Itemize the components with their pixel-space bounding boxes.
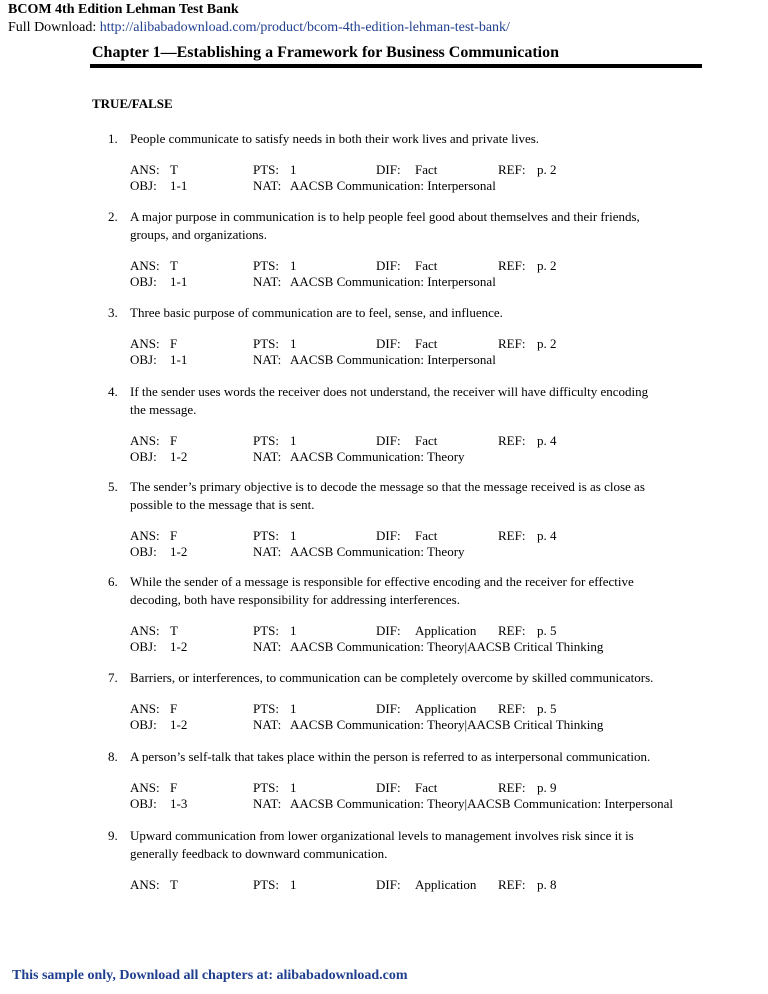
nat-value: AACSB Communication: Theory [290, 449, 465, 464]
question-text-line: The sender’s primary objective is to decode the message so that the message received is as close as [130, 479, 645, 494]
ref-label: REF: [498, 336, 526, 351]
full-download-label: Full Download: [8, 20, 97, 35]
nat-value: AACSB Communication: Theory|AACSB Critical Thinking [290, 717, 604, 732]
question-number: 2. [108, 209, 118, 224]
dif-label: DIF: [376, 258, 401, 273]
ref-label: REF: [498, 877, 526, 892]
ans-value: F [170, 336, 178, 351]
ans-value: T [170, 877, 178, 892]
question-text-line: possible to the message that is sent. [130, 497, 315, 512]
question-text [130, 669, 700, 687]
obj-value: 1-1 [170, 178, 188, 193]
ans-label: ANS: [130, 780, 160, 795]
footer-download-notice[interactable]: This sample only, Download all chapters at: alibabadownload.com [12, 968, 408, 983]
dif-label: DIF: [376, 162, 401, 177]
section-title: TRUE/FALSE [92, 96, 173, 111]
full-download-line [8, 20, 510, 36]
obj-label: OBJ: [130, 639, 157, 654]
dif-value: Fact [415, 336, 438, 351]
question-text-line: Upward communication from lower organizational levels to management involves risk since it is [130, 828, 634, 843]
question-text [130, 304, 700, 322]
ans-value: T [170, 623, 178, 638]
pts-label: PTS: [253, 162, 280, 177]
question-text-line: Barriers, or interferences, to communication can be completely overcome by skilled communicators. [130, 670, 654, 685]
ans-label: ANS: [130, 877, 160, 892]
dif-value: Fact [415, 258, 438, 273]
obj-label: OBJ: [130, 449, 157, 464]
dif-value: Fact [415, 433, 438, 448]
obj-value: 1-2 [170, 449, 188, 464]
dif-label: DIF: [376, 780, 401, 795]
pts-value: 1 [290, 528, 297, 543]
question-text-line: While the sender of a message is responsible for effective encoding and the receiver for effective [130, 574, 634, 589]
question-number: 8. [108, 749, 118, 764]
nat-value: AACSB Communication: Theory [290, 544, 465, 559]
ans-label: ANS: [130, 336, 160, 351]
question-text-line: A person’s self-talk that takes place within the person is referred to as interpersonal communication. [130, 749, 651, 764]
pts-label: PTS: [253, 780, 280, 795]
question-text [130, 748, 700, 766]
chapter-divider [90, 64, 702, 68]
nat-value: AACSB Communication: Theory|AACSB Critical Thinking [290, 639, 604, 654]
ref-value: p. 9 [537, 780, 557, 795]
question-number: 9. [108, 828, 118, 843]
dif-value: Fact [415, 780, 438, 795]
ref-value: p. 5 [537, 623, 557, 638]
pts-label: PTS: [253, 877, 280, 892]
dif-label: DIF: [376, 433, 401, 448]
pts-label: PTS: [253, 258, 280, 273]
obj-value: 1-2 [170, 717, 188, 732]
ref-label: REF: [498, 258, 526, 273]
pts-value: 1 [290, 336, 297, 351]
nat-label: NAT: [253, 639, 282, 654]
ans-value: T [170, 162, 178, 177]
pts-value: 1 [290, 623, 297, 638]
question-number: 6. [108, 574, 118, 589]
nat-value: AACSB Communication: Interpersonal [290, 352, 496, 367]
ref-label: REF: [498, 162, 526, 177]
dif-label: DIF: [376, 336, 401, 351]
ref-value: p. 4 [537, 528, 557, 543]
ref-label: REF: [498, 701, 526, 716]
obj-label: OBJ: [130, 717, 157, 732]
ans-label: ANS: [130, 433, 160, 448]
obj-value: 1-1 [170, 274, 188, 289]
nat-label: NAT: [253, 274, 282, 289]
ref-value: p. 2 [537, 162, 557, 177]
pts-value: 1 [290, 258, 297, 273]
document-header-title: BCOM 4th Edition Lehman Test Bank [8, 2, 239, 17]
ans-label: ANS: [130, 528, 160, 543]
pts-label: PTS: [253, 528, 280, 543]
question-text [130, 383, 700, 419]
question-text-line: Three basic purpose of communication are to feel, sense, and influence. [130, 305, 503, 320]
obj-value: 1-1 [170, 352, 188, 367]
obj-label: OBJ: [130, 544, 157, 559]
nat-label: NAT: [253, 178, 282, 193]
nat-label: NAT: [253, 796, 282, 811]
pts-label: PTS: [253, 433, 280, 448]
ans-value: T [170, 258, 178, 273]
ans-value: F [170, 780, 178, 795]
nat-value: AACSB Communication: Theory|AACSB Communication: Interpersonal [290, 796, 673, 811]
dif-label: DIF: [376, 701, 401, 716]
question-text-line: groups, and organizations. [130, 227, 267, 242]
obj-label: OBJ: [130, 274, 157, 289]
ref-value: p. 2 [537, 258, 557, 273]
full-download-link[interactable]: http://alibabadownload.com/product/bcom-4th-edition-lehman-test-bank/ [99, 20, 510, 35]
question-number: 4. [108, 384, 118, 399]
question-text-line: generally feedback to downward communication. [130, 846, 388, 861]
dif-value: Application [415, 701, 477, 716]
ref-label: REF: [498, 528, 526, 543]
question-text [130, 130, 700, 148]
ans-label: ANS: [130, 623, 160, 638]
ans-value: F [170, 433, 178, 448]
question-text-line: A major purpose in communication is to help people feel good about themselves and their friends, [130, 209, 640, 224]
question-text [130, 478, 700, 514]
obj-label: OBJ: [130, 178, 157, 193]
dif-label: DIF: [376, 528, 401, 543]
question-text [130, 208, 700, 244]
pts-label: PTS: [253, 701, 280, 716]
pts-value: 1 [290, 701, 297, 716]
ref-value: p. 5 [537, 701, 557, 716]
nat-value: AACSB Communication: Interpersonal [290, 274, 496, 289]
nat-label: NAT: [253, 544, 282, 559]
nat-label: NAT: [253, 717, 282, 732]
dif-value: Fact [415, 528, 438, 543]
ans-value: F [170, 701, 178, 716]
question-text-line: decoding, both have responsibility for addressing interferences. [130, 592, 460, 607]
ref-label: REF: [498, 623, 526, 638]
ans-label: ANS: [130, 701, 160, 716]
pts-label: PTS: [253, 336, 280, 351]
obj-label: OBJ: [130, 796, 157, 811]
question-number: 5. [108, 479, 118, 494]
pts-value: 1 [290, 162, 297, 177]
nat-label: NAT: [253, 449, 282, 464]
nat-value: AACSB Communication: Interpersonal [290, 178, 496, 193]
question-text-line: the message. [130, 402, 197, 417]
ref-label: REF: [498, 780, 526, 795]
ans-label: ANS: [130, 258, 160, 273]
pts-label: PTS: [253, 623, 280, 638]
ans-label: ANS: [130, 162, 160, 177]
question-text-line: People communicate to satisfy needs in both their work lives and private lives. [130, 131, 540, 146]
dif-value: Application [415, 623, 477, 638]
dif-value: Fact [415, 162, 438, 177]
pts-value: 1 [290, 433, 297, 448]
question-number: 7. [108, 670, 118, 685]
dif-value: Application [415, 877, 477, 892]
dif-label: DIF: [376, 877, 401, 892]
ref-value: p. 8 [537, 877, 557, 892]
pts-value: 1 [290, 780, 297, 795]
ref-value: p. 4 [537, 433, 557, 448]
obj-value: 1-2 [170, 639, 188, 654]
chapter-title: Chapter 1—Establishing a Framework for Business Communication [92, 44, 559, 61]
pts-value: 1 [290, 877, 297, 892]
obj-label: OBJ: [130, 352, 157, 367]
ref-label: REF: [498, 433, 526, 448]
obj-value: 1-3 [170, 796, 188, 811]
question-text [130, 827, 700, 863]
question-number: 1. [108, 131, 118, 146]
ans-value: F [170, 528, 178, 543]
dif-label: DIF: [376, 623, 401, 638]
nat-label: NAT: [253, 352, 282, 367]
question-text [130, 573, 700, 609]
question-number: 3. [108, 305, 118, 320]
question-text-line: If the sender uses words the receiver does not understand, the receiver will have difficulty encoding [130, 384, 649, 399]
ref-value: p. 2 [537, 336, 557, 351]
obj-value: 1-2 [170, 544, 188, 559]
